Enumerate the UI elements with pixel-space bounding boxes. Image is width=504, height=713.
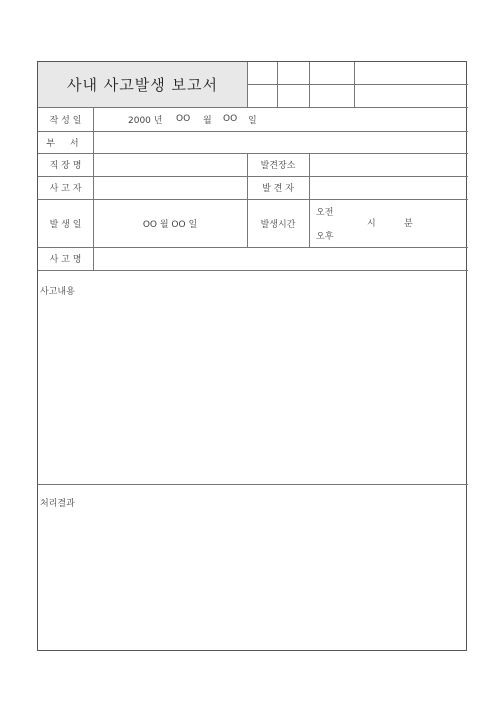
month-unit: 월	[203, 115, 212, 126]
discoverer-label: 발 견 자	[262, 184, 294, 194]
row-line	[38, 131, 468, 132]
day-unit: 일	[248, 115, 257, 126]
approval-divider	[247, 84, 468, 85]
pm-label: 오후	[316, 231, 334, 242]
date-year: 2000 년	[128, 115, 163, 126]
date-month: OO	[176, 114, 191, 124]
discovery-place-label: 발견장소	[260, 161, 296, 171]
victim-label: 사 고 자	[49, 184, 82, 194]
form-title: 사내 사고발생 보고서	[67, 76, 218, 94]
minute-unit: 분	[404, 218, 413, 229]
occur-date-label: 발 생 일	[49, 219, 82, 230]
accident-name-label: 사 고 명	[49, 255, 82, 265]
row-line	[38, 270, 468, 271]
date-day: OO	[223, 114, 238, 124]
am-label: 오전	[316, 207, 334, 218]
report-form	[37, 61, 467, 651]
row-line	[38, 484, 468, 485]
occur-date-value: OO 월 OO 일	[142, 219, 198, 230]
occur-time-label: 발생시간	[260, 219, 296, 230]
author-date-label: 작 성 일	[49, 115, 82, 126]
mid-column-line	[309, 153, 310, 247]
hour-unit: 시	[367, 218, 376, 229]
accident-content-label: 사고내용	[40, 287, 75, 297]
row-line	[38, 247, 468, 248]
department-label: 부 서	[46, 138, 85, 149]
workplace-label: 직 장 명	[49, 161, 82, 171]
processing-result-label: 처리결과	[40, 499, 75, 509]
